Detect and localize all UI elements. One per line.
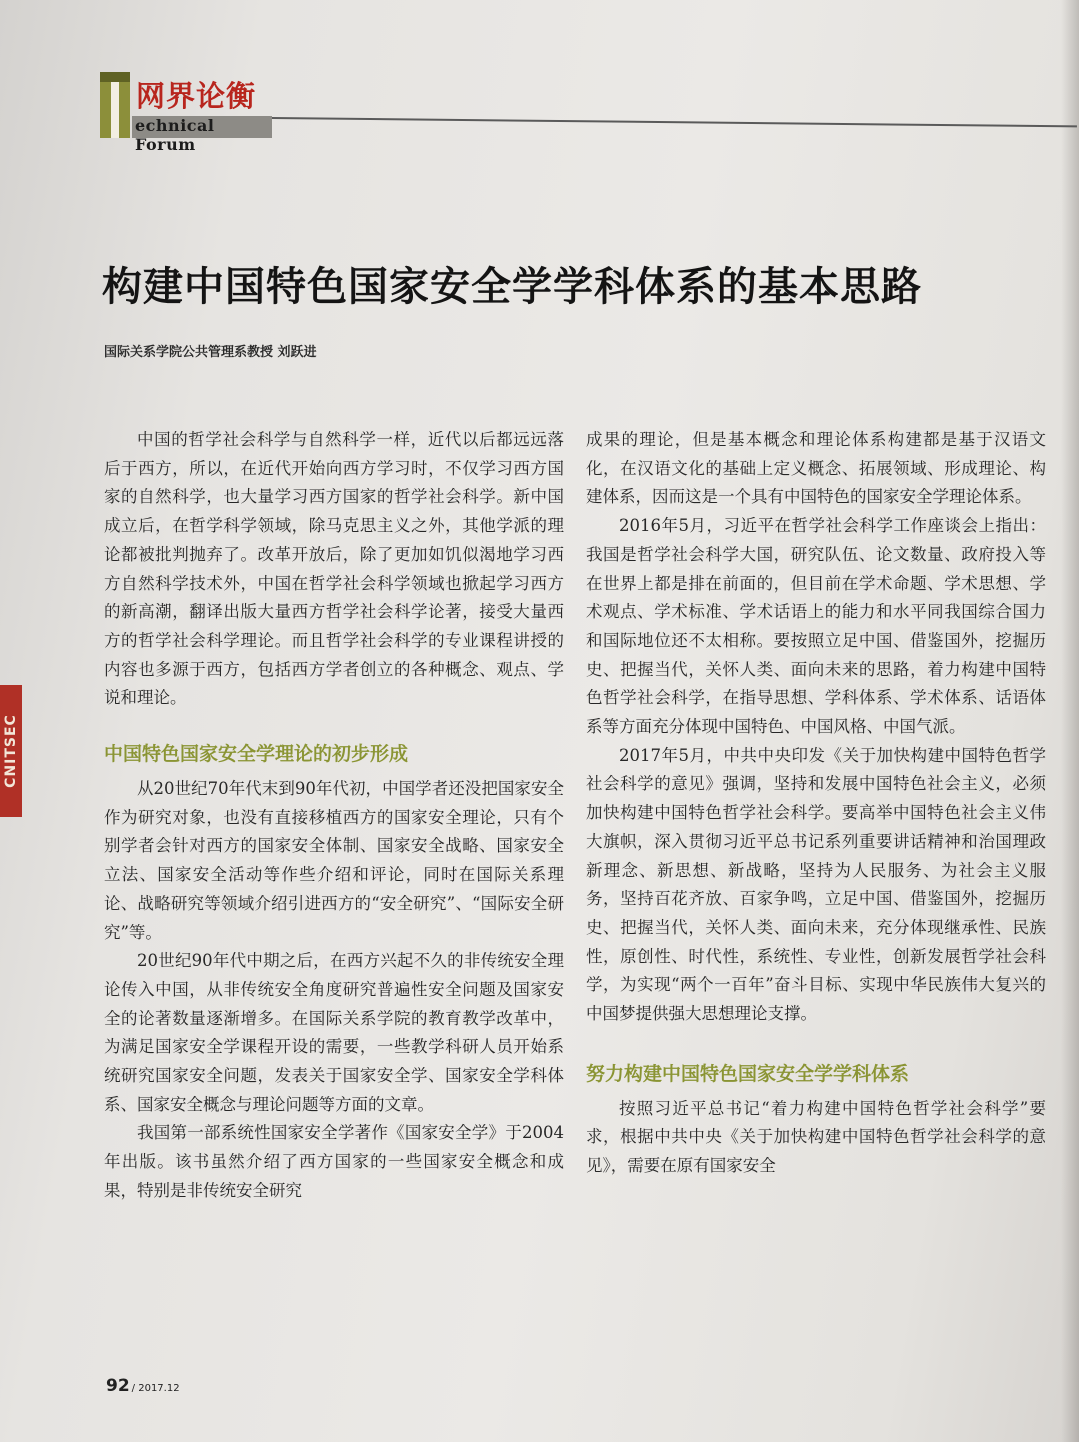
paragraph: 2017年5月，中共中央印发《关于加快构建中国特色哲学社会科学的意见》强调，坚持和发展中国特色社会主义，必须加快构建中国特色哲学社会科学。要高举中国特色社会主义伟大旗帜，深入贯彻习近平总书记系列重要讲话精神和治国理政新理念、新思想、新战略，坚持为人民服务、为社会主义服务，坚持百花齐放、百家争鸣，立足中国、借鉴国外，挖掘历史、把握当代，关怀人类、面向未来，充分体现继承性、民族性，原创性、时代性，系统性、专业性，创新发展哲学社会科学，为实现“两个一百年”奋斗目标、实现中华民族伟大复兴的中国梦提供强大思想理论支撑。 — [586, 745, 1046, 1024]
paragraph: 中国的哲学社会科学与自然科学一样，近代以后都远远落后于西方，所以，在近代开始向西方学习时，不仅学习西方国家的自然科学，也大量学习西方国家的哲学社会科学。新中国成立后，在哲学科学领域，除马克思主义之外，其他学派的理论都被批判抛弃了。改革开放后，除了更加如饥似渴地学习西方自然科学技术外，中国在哲学社会科学领域也掀起学习西方的新高潮，翻译出版大量西方哲学社会科学论著，接受大量西方的哲学社会科学理论。而且哲学社会科学的专业课程讲授的内容也多源于西方，包括西方学者创立的各种概念、观点、学说和理论。 — [104, 430, 564, 708]
paragraph: 从20世纪70年代末到90年代初，中国学者还没把国家安全作为研究对象，也没有直接移植西方的国家安全理论，只有个别学者会针对西方的国家安全体制、国家安全战略、国家安全立法、国家安全活动等作些介绍和评论，同时在国际关系理论、战略研究等领域介绍引进西方的“安全研究”、“国际安全研究”等。 — [104, 779, 564, 942]
right-column — [586, 426, 1046, 1181]
section-title-cn: 网界论衡 — [136, 79, 257, 113]
page-footer — [106, 1376, 180, 1396]
article-author: 国际关系学院公共管理系教授 刘跃进 — [104, 345, 317, 360]
left-column — [104, 426, 564, 1206]
page-edge-shadow — [1061, 0, 1079, 1442]
paragraph: 成果的理论，但是基本概念和理论体系构建都是基于汉语文化，在汉语文化的基础上定义概念、拓展领域、形成理论、构建体系，因而这是一个具有中国特色的国家安全学理论体系。 — [586, 430, 1046, 507]
paragraph: 2016年5月，习近平在哲学社会科学工作座谈会上指出：我国是哲学社会科学大国，研究队伍、论文数量、政府投入等在世界上都是排在前面的，但目前在学术命题、学术思想、学术观点、学术标准、学术话语上的能力和水平同我国综合国力和国际地位还不太相称。要按照立足中国、借鉴国外，挖掘历史、把握当代，关怀人类、面向未来的思路，着力构建中国特色哲学社会科学，在指导思想、学科体系、学术体系、话语体系等方面充分体现中国特色、中国风格、中国气派。 — [586, 516, 1046, 737]
section-heading: 中国特色国家安全学理论的初步形成 — [104, 743, 409, 766]
side-tab-label: CNITSEC — [3, 714, 20, 788]
header-rule — [272, 117, 1077, 127]
issue-label: / 2017.12 — [131, 1383, 180, 1394]
paragraph: 按照习近平总书记“着力构建中国特色哲学社会科学”要求，根据中共中央《关于加快构建中国特色哲学社会科学的意见》，需要在原有国家安全 — [586, 1098, 1046, 1176]
section-logo — [100, 72, 275, 154]
article-title: 构建中国特色国家安全学学科体系的基本思路 — [102, 264, 922, 310]
paragraph: 20世纪90年代中期之后，在西方兴起不久的非传统安全理论传入中国，从非传统安全角度研究普遍性安全问题及国家安全的论著数量逐渐增多。在国际关系学院的教育教学改革中，为满足国家安全学课程开设的需要，一些教学科研人员开始系统研究国家安全问题，发表关于国家安全学、国家安全学科体系、国家安全概念与理论问题等方面的文章。 — [104, 951, 564, 1114]
logo-t-mark — [100, 72, 130, 138]
paragraph: 我国第一部系统性国家安全学著作《国家安全学》于2004年出版。该书虽然介绍了西方国家的一些国家安全概念和成果，特别是非传统安全研究 — [104, 1123, 564, 1200]
page-number: 92 — [106, 1376, 130, 1396]
section-heading: 努力构建中国特色国家安全学学科体系 — [586, 1062, 910, 1085]
section-title-en: echnical Forum — [135, 116, 215, 154]
side-tab — [0, 685, 22, 817]
